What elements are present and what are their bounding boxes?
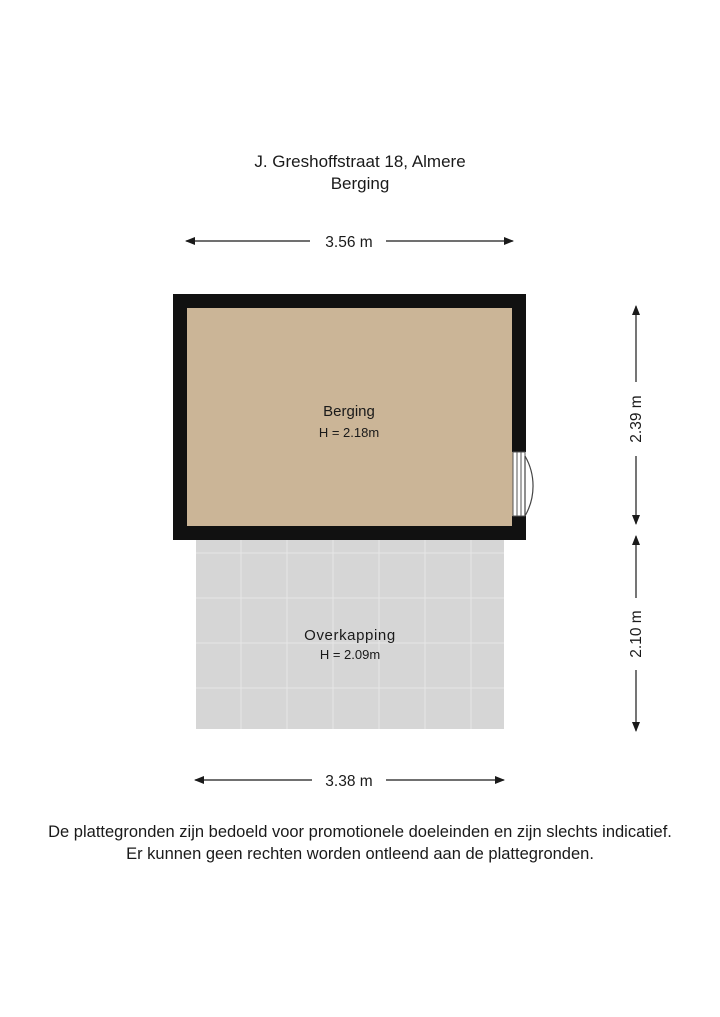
disclaimer-line-1: De plattegronden zijn bedoeld voor promotionele doeleinden en zijn slechts indicatief.: [48, 823, 672, 841]
door: [513, 452, 533, 516]
berging-height-label: H = 2.18m: [318, 425, 380, 440]
door-frame: [513, 452, 525, 516]
overkapping-height-label: H = 2.09m: [319, 647, 381, 662]
dimension-top-width-label: 3.56 m: [325, 234, 373, 251]
disclaimer: [0, 821, 720, 865]
overkapping-name-label: Overkapping: [304, 627, 396, 644]
disclaimer-line-2: Er kunnen geen rechten worden ontleend aan de plattegronden.: [126, 845, 594, 863]
dimension-right-upper: [628, 306, 645, 524]
address-label: J. Greshoffstraat 18, Almere: [254, 152, 466, 171]
dimension-top-width: [186, 234, 513, 251]
wall-bottom: [173, 526, 526, 540]
wall-right-upper: [512, 294, 526, 452]
berging-name-label: Berging: [323, 403, 375, 420]
dimension-bottom-width-label: 3.38 m: [325, 773, 373, 790]
dimension-right-lower-label: 2.10 m: [628, 610, 645, 658]
wall-right-lower: [512, 516, 526, 540]
wall-top: [173, 294, 526, 308]
floor-name-label: Berging: [330, 174, 390, 193]
dimension-bottom-width: [195, 773, 504, 790]
dimension-right-lower: [628, 536, 645, 731]
dimension-right-upper-label: 2.39 m: [628, 395, 645, 443]
wall-left: [173, 294, 187, 540]
door-swing-arc: [525, 456, 533, 516]
